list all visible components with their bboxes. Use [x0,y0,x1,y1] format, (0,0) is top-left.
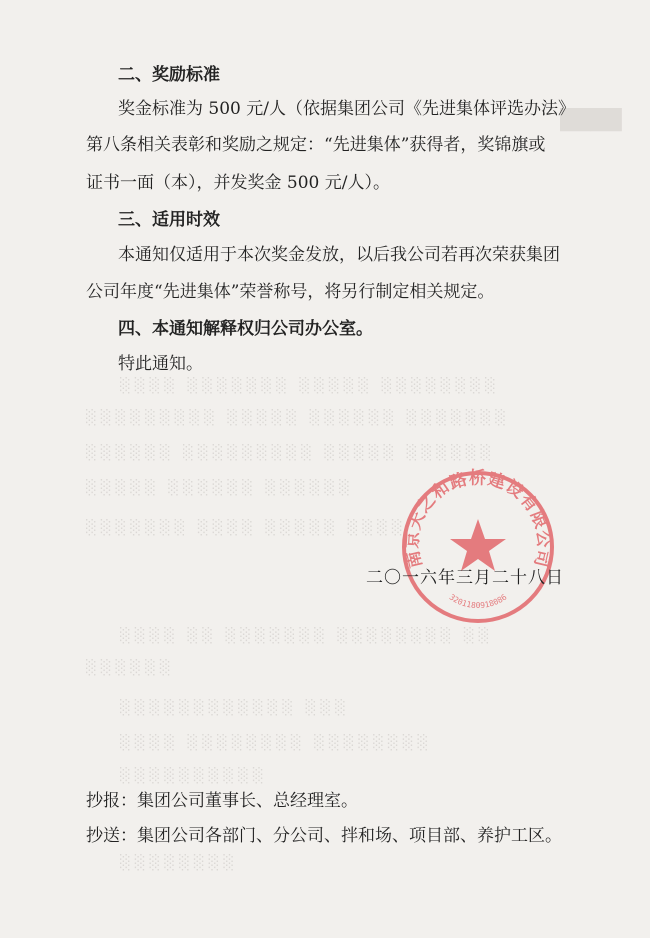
paragraph-line: 第八条相关表彰和奖励之规定：“先进集体”获得者，奖锦旗或 [86,135,546,155]
paragraph-line: 证书一面（本），并发奖金 500 元/人）。 [86,173,390,193]
paragraph-line: 公司年度“先进集体”荣誉称号，将另行制定相关规定。 [86,282,495,302]
closing-text: 特此通知。 [118,354,203,374]
official-seal-stamp [398,467,558,627]
bleed-through-text: ░░░░░░░ ░░░░ ░░░░░ ░░░░ [86,520,407,536]
bleed-through-text: ░░░░░░░░ [120,855,239,871]
bleed-through-text: ░░░░░ ░░░░░░ ░░░░░░ [86,480,354,496]
bleed-through-title: ▀▀ [560,108,622,155]
bleed-through-text: ░░░░ ░░ ░░░░░░░ ░░░░░░░░ ░░ [120,628,494,644]
bleed-through-text: ░░░░░░░░░ ░░░░░ ░░░░░░ ░░░░░░░ [86,410,511,426]
paragraph-line: 本通知仅适用于本次奖金发放，以后我公司若再次荣获集团 [118,245,560,265]
paragraph-line: 奖金标准为 500 元/人（依据集团公司《先进集体评选办法》 [118,99,575,119]
bleed-through-text: ░░░░░░░░░░░░ ░░░ [120,700,350,716]
bleed-through-text: ░░░░░░ ░░░░░░░░░ ░░░░░ ░░░░░░ [86,445,496,461]
cc-send-line: 抄送：集团公司各部门、分公司、拌和场、项目部、养护工区。 [86,826,562,846]
document-date: 二〇一六年三月二十八日 [366,568,564,588]
seal-company-name: 南京天之和路桥建设有限公司 [402,468,554,570]
section-heading-validity: 三、适用时效 [118,210,220,230]
seal-serial-number: 3201180918086 [447,592,509,611]
section-heading-reward-standard: 二、奖励标准 [118,65,220,85]
seal-star-icon [450,519,506,571]
bleed-through-text: ░░░░░░░░░░ [120,768,268,784]
section-heading-interpretation: 四、本通知解释权归公司办公室。 [118,319,373,339]
bleed-through-text: ░░░░ ░░░░░░░░ ░░░░░░░░ [120,735,433,751]
bleed-through-text: ░░░░ ░░░░░░░ ░░░░░ ░░░░░░░░ [120,378,500,394]
cc-report-line: 抄报：集团公司董事长、总经理室。 [86,791,358,811]
bleed-through-text: ░░░░░░ [86,660,175,676]
